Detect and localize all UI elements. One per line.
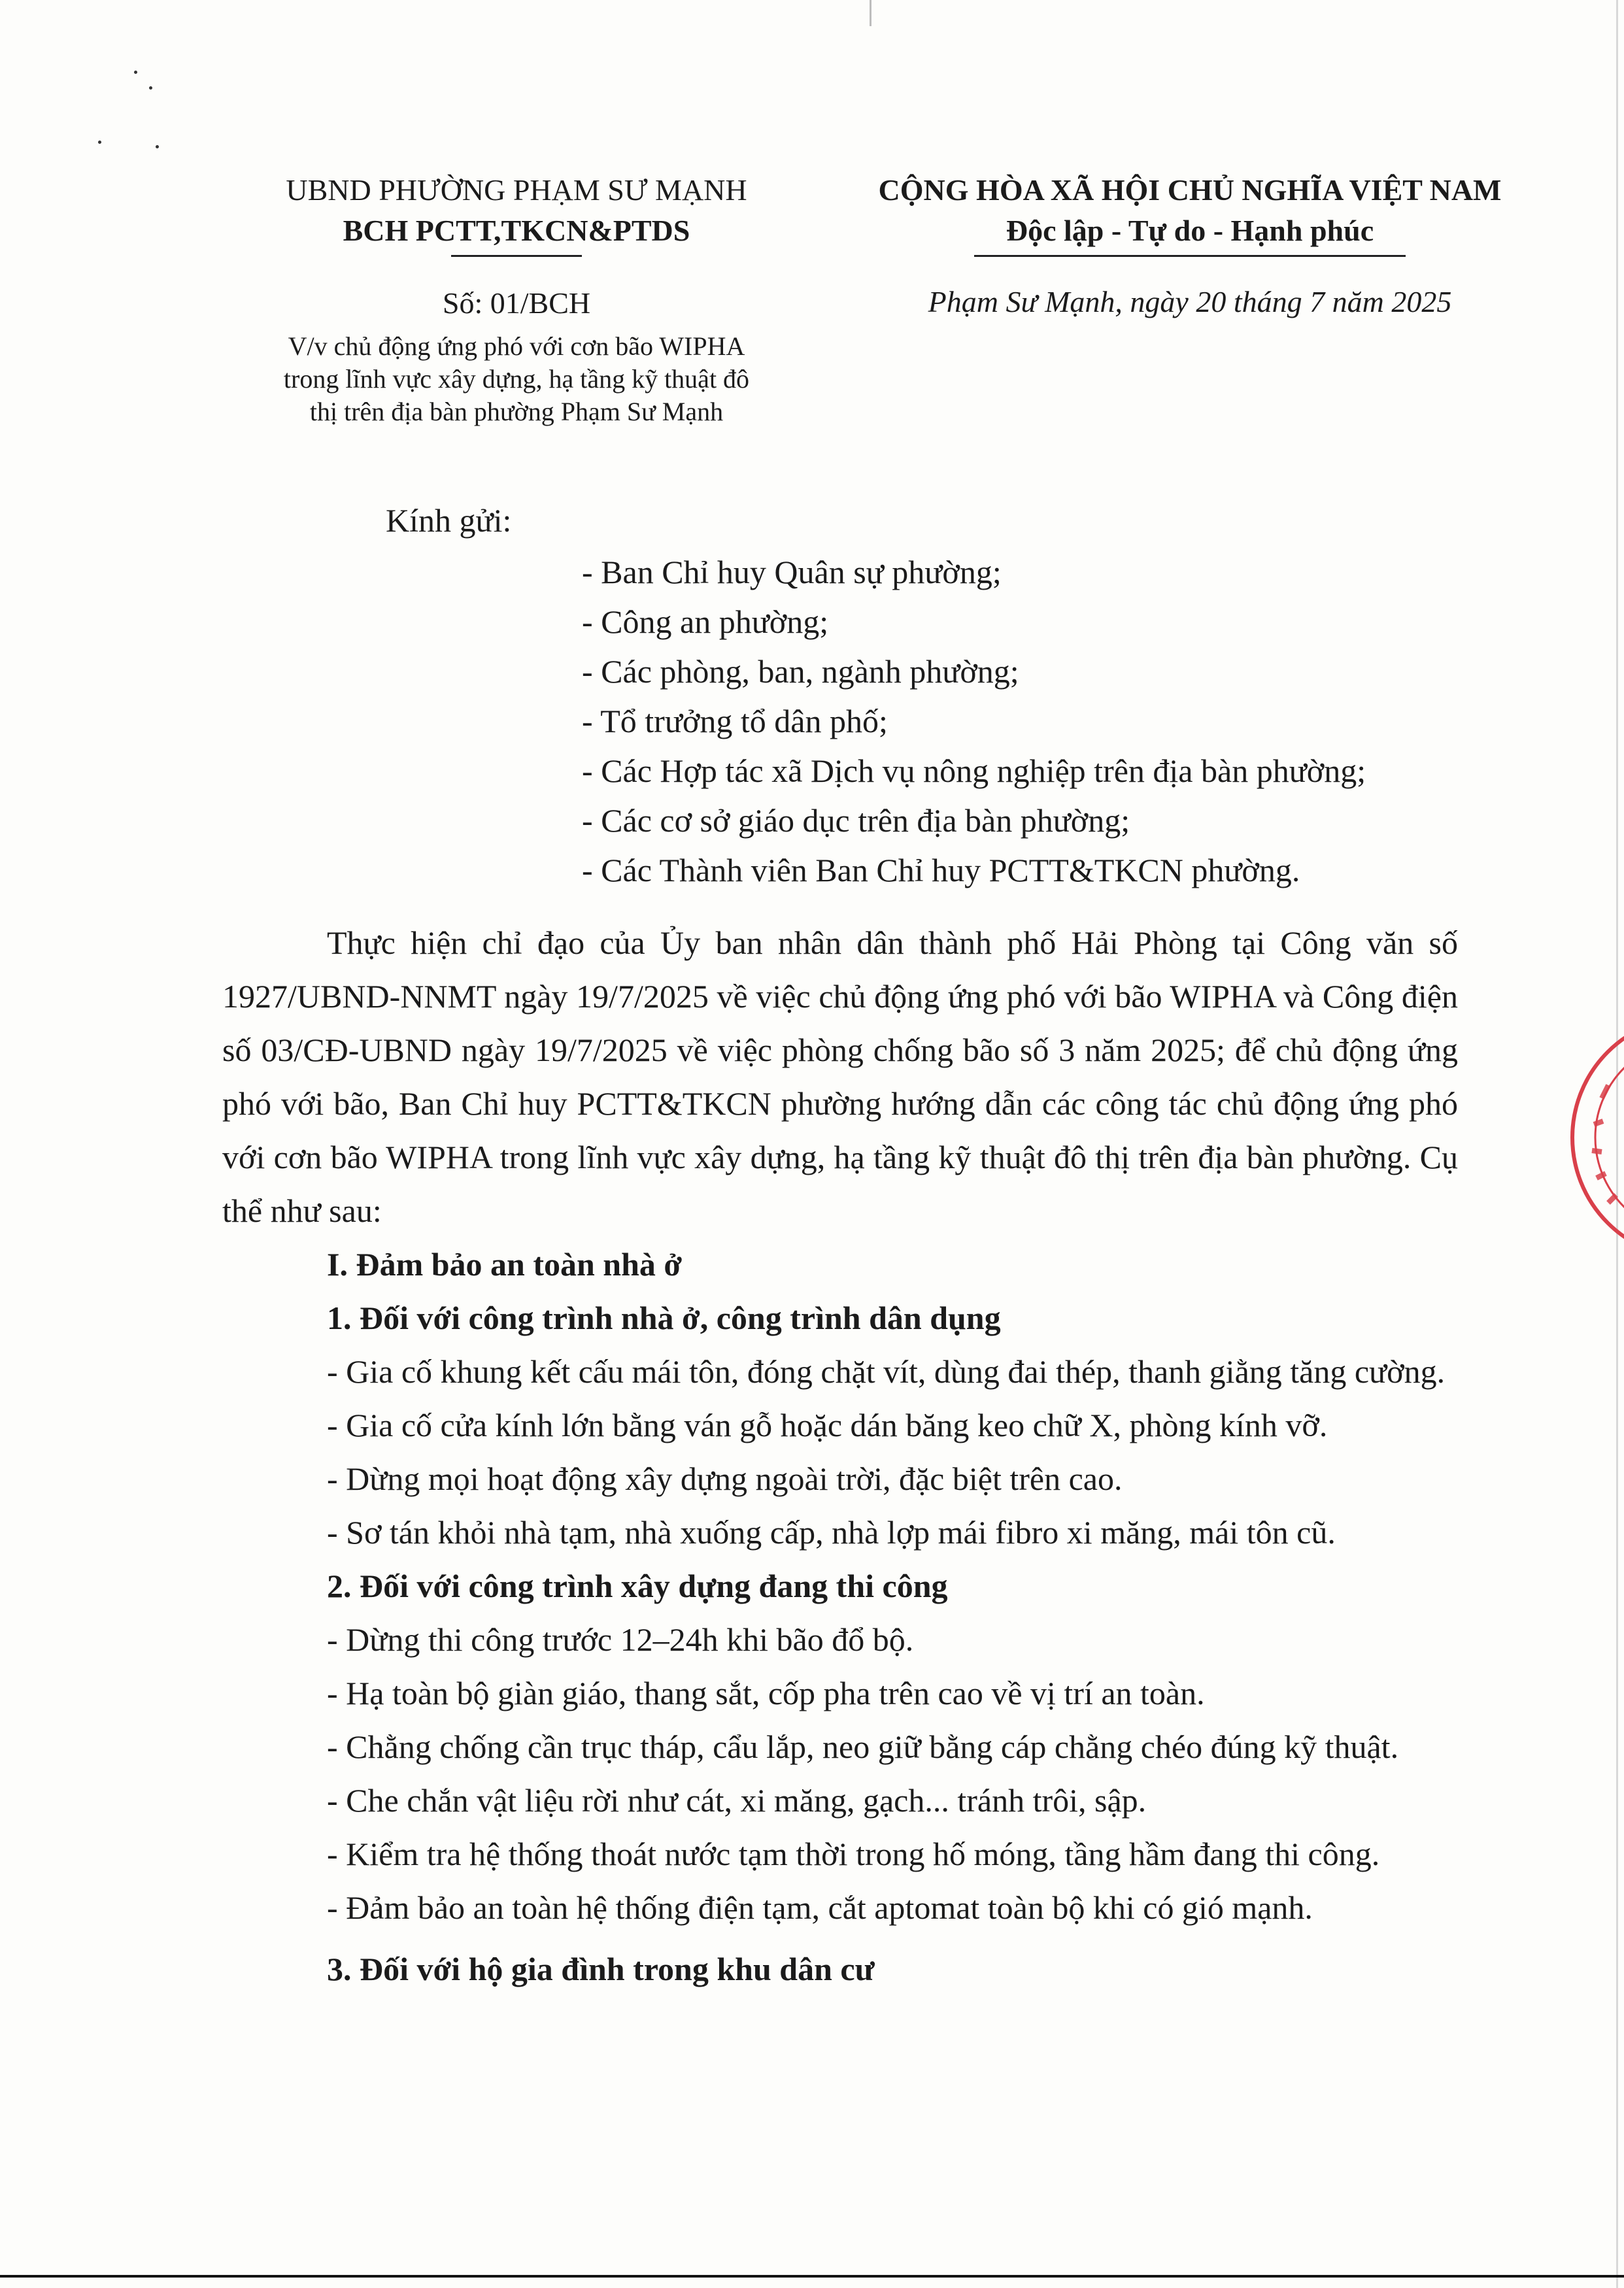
subject-line: trong lĩnh vực xây dựng, hạ tầng kỹ thuật đô [283,364,750,394]
recipient-list [582,547,1458,895]
scan-dot [156,145,159,148]
scan-dot [149,86,152,90]
issuer-committee: BCH PCTT,TKCN&PTDS [343,214,690,247]
scan-mark [870,0,871,26]
subsection-heading: 2. Đối với công trình xây dựng đang thi công [327,1568,948,1604]
document-number: Số: 01/BCH [442,286,591,320]
list-item: - Hạ toàn bộ giàn giáo, thang sắt, cốp pha trên cao về vị trí an toàn. [327,1675,1205,1711]
list-item: - Gia cố cửa kính lớn bằng ván gỗ hoặc dán băng keo chữ X, phòng kính vỡ. [327,1407,1328,1443]
scan-bottom-edge [0,2275,1624,2278]
intro-paragraph: Thực hiện chỉ đạo của Ủy ban nhân dân thành phố Hải Phòng tại Công văn số 1927/UBND-NNMT ngày 19/7/2025 về việc chủ động ứng phó với bão WIPHA và Công điện số 03/CĐ-UBND ngày 19/7/2025 về việc phòng chống bão số 3 năm 2025; để chủ động ứng phó với bão, Ban Chỉ huy PCTT&TKCN phường hướng dẫn các công tác chủ động ứng phó với cơn bão WIPHA trong lĩnh vực xây dựng, hạ tầng kỹ thuật đô thị trên địa bàn phường. Cụ thể như sau: [222,924,1458,1229]
subject-line: V/v chủ động ứng phó với cơn bão WIPHA [288,331,745,361]
recipient-item: - Các Thành viên Ban Chỉ huy PCTT&TKCN phường. [582,852,1300,888]
issuer-underline [451,255,582,257]
seal-outer-ring [1572,1017,1624,1258]
recipient-item: - Các phòng, ban, ngành phường; [582,653,1019,690]
list-item: - Kiểm tra hệ thống thoát nước tạm thời trong hố móng, tầng hầm đang thi công. [327,1836,1380,1872]
subsection-heading: 3. Đối với hộ gia đình trong khu dân cư [327,1951,875,1987]
document-body [222,494,1458,1996]
issuer-name: UBND PHƯỜNG PHẠM SƯ MẠNH [286,173,747,207]
list-item: - Dừng mọi hoạt động xây dựng ngoài trời, đặc biệt trên cao. [327,1460,1123,1497]
list-item: - Chằng chống cần trục tháp, cẩu lắp, neo giữ bằng cáp chằng chéo đúng kỹ thuật. [327,1728,1399,1765]
list-item: - Dừng thi công trước 12–24h khi bão đổ bộ. [327,1621,914,1658]
scan-dot [134,71,137,74]
recipient-item: - Các cơ sở giáo dục trên địa bàn phường; [582,802,1130,839]
list-item: - Đảm bảo an toàn hệ thống điện tạm, cắt aptomat toàn bộ khi có gió mạnh. [327,1889,1313,1926]
issuer-block [222,170,811,428]
list-item: - Gia cố khung kết cấu mái tôn, đóng chặt vít, dùng đai thép, thanh giằng tăng cường. [327,1353,1446,1390]
list-item: - Che chắn vật liệu rời như cát, xi măng, gạch... tránh trôi, sập. [327,1782,1147,1819]
recipient-item: - Các Hợp tác xã Dịch vụ nông nghiệp trên địa bàn phường; [582,752,1366,789]
motto: Độc lập - Tự do - Hạnh phúc [1006,214,1374,247]
scan-dot [98,141,101,144]
subject-line: thị trên địa bàn phường Phạm Sư Mạnh [309,397,724,426]
recipient-item: - Ban Chỉ huy Quân sự phường; [582,554,1002,590]
country-name: CỘNG HÒA XÃ HỘI CHỦ NGHĨA VIỆT NAM [878,173,1502,207]
section-heading: I. Đảm bảo an toàn nhà ở [327,1246,683,1283]
motto-underline [974,255,1406,257]
date-place: Phạm Sư Mạnh, ngày 20 tháng 7 năm 2025 [928,285,1452,318]
recipient-item: - Công an phường; [582,603,829,640]
list-item: - Sơ tán khỏi nhà tạm, nhà xuống cấp, nhà lợp mái fibro xi măng, mái tôn cũ. [327,1514,1336,1551]
subsection-heading: 1. Đối với công trình nhà ở, công trình dân dụng [327,1300,1001,1336]
recipient-item: - Tổ trưởng tổ dân phố; [582,703,888,739]
national-header [817,170,1563,322]
official-seal-icon [1563,1000,1624,1275]
greeting: Kính gửi: [386,502,512,539]
seal-inner-ring [1595,1039,1624,1236]
subject-block [222,330,811,428]
